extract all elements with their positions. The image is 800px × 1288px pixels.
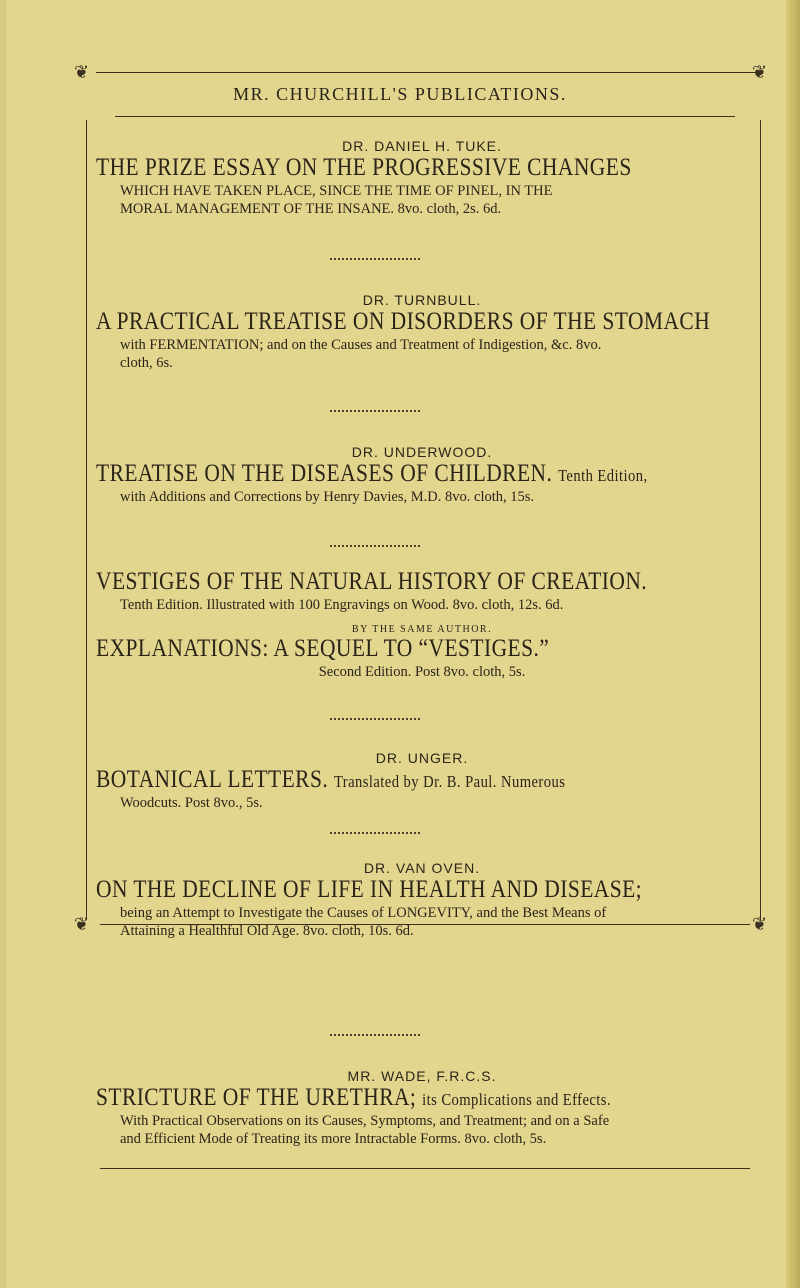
corner-ornament-icon: ❦: [74, 914, 90, 934]
divider: [330, 1034, 420, 1040]
divider: [330, 410, 420, 416]
divider: [330, 718, 420, 724]
book-title: EXPLANATIONS: A SEQUEL TO “VESTIGES.”: [96, 635, 550, 662]
corner-ornament-icon: ❦: [752, 62, 768, 82]
description: Woodcuts. Post 8vo., 5s.: [120, 795, 263, 811]
author: MR. WADE, F.R.C.S.: [347, 1068, 497, 1084]
description: Second Edition. Post 8vo. cloth, 5s.: [318, 664, 526, 680]
author: DR. UNGER.: [375, 750, 469, 766]
title-rest: Tenth Edition,: [558, 466, 648, 485]
author: DR. DANIEL H. TUKE.: [342, 138, 502, 154]
author: DR. VAN OVEN.: [363, 860, 481, 876]
book-title: [96, 766, 657, 794]
book-title: ON THE DECLINE OF LIFE IN HEALTH AND DISEASE;: [96, 876, 643, 903]
top-rule: [96, 72, 756, 73]
description: WHICH HAVE TAKEN PLACE, SINCE THE TIME OF PINEL, IN THE: [120, 183, 553, 199]
entry-unger: [96, 750, 748, 812]
entry-tuke: [96, 138, 748, 218]
page-edge-right: [786, 0, 800, 1288]
book-title: [96, 1084, 657, 1112]
title-main: BOTANICAL LETTERS.: [96, 766, 329, 793]
description: with FERMENTATION; and on the Causes and Treatment of Indigestion, &c. 8vo.: [120, 337, 602, 353]
entry-explanations: [96, 624, 748, 681]
book-title: THE PRIZE ESSAY ON THE PROGRESSIVE CHANGES: [96, 154, 632, 181]
divider: [330, 832, 420, 838]
corner-ornament-icon: ❦: [74, 62, 90, 82]
footer-rule: [100, 1168, 750, 1169]
title-rest: Translated by Dr. B. Paul. Numerous: [333, 772, 566, 791]
divider: [330, 258, 420, 264]
divider: [330, 545, 420, 551]
border-right: [760, 120, 761, 920]
title-main: STRICTURE OF THE URETHRA;: [96, 1084, 417, 1111]
description: Attaining a Healthful Old Age. 8vo. cloth, 10s. 6d.: [120, 923, 414, 939]
corner-ornament-icon: ❦: [752, 914, 768, 934]
title-rest: its Complications and Effects.: [422, 1090, 612, 1109]
by-line: BY THE SAME AUTHOR.: [351, 624, 493, 635]
entry-van-oven: [96, 860, 748, 940]
title-main: TREATISE ON THE DISEASES OF CHILDREN.: [96, 460, 553, 487]
page-header: MR. CHURCHILL'S PUBLICATIONS.: [233, 84, 567, 104]
description: and Efficient Mode of Treating its more Intractable Forms. 8vo. cloth, 5s.: [120, 1131, 547, 1147]
book-title: VESTIGES OF THE NATURAL HISTORY OF CREATION.: [96, 568, 648, 595]
description: Tenth Edition. Illustrated with 100 Engravings on Wood. 8vo. cloth, 12s. 6d.: [120, 597, 564, 613]
book-title: [96, 460, 657, 488]
description: with Additions and Corrections by Henry Davies, M.D. 8vo. cloth, 15s.: [120, 489, 535, 505]
border-left: [86, 120, 87, 920]
description: With Practical Observations on its Causes, Symptoms, and Treatment; and on a Safe: [120, 1113, 610, 1129]
entry-underwood: [96, 444, 748, 506]
entry-wade: [96, 1068, 748, 1148]
author: DR. UNDERWOOD.: [351, 444, 493, 460]
book-title: A PRACTICAL TREATISE ON DISORDERS OF THE STOMACH: [96, 308, 711, 335]
entry-vestiges: [96, 568, 748, 614]
description: cloth, 6s.: [120, 355, 173, 371]
description: MORAL MANAGEMENT OF THE INSANE. 8vo. cloth, 2s. 6d.: [120, 201, 502, 217]
description: being an Attempt to Investigate the Causes of LONGEVITY, and the Best Means of: [120, 905, 607, 921]
header-rule: [115, 116, 735, 117]
page-edge-left: [0, 0, 6, 1288]
entry-turnbull: [96, 292, 748, 372]
author: DR. TURNBULL.: [362, 292, 482, 308]
